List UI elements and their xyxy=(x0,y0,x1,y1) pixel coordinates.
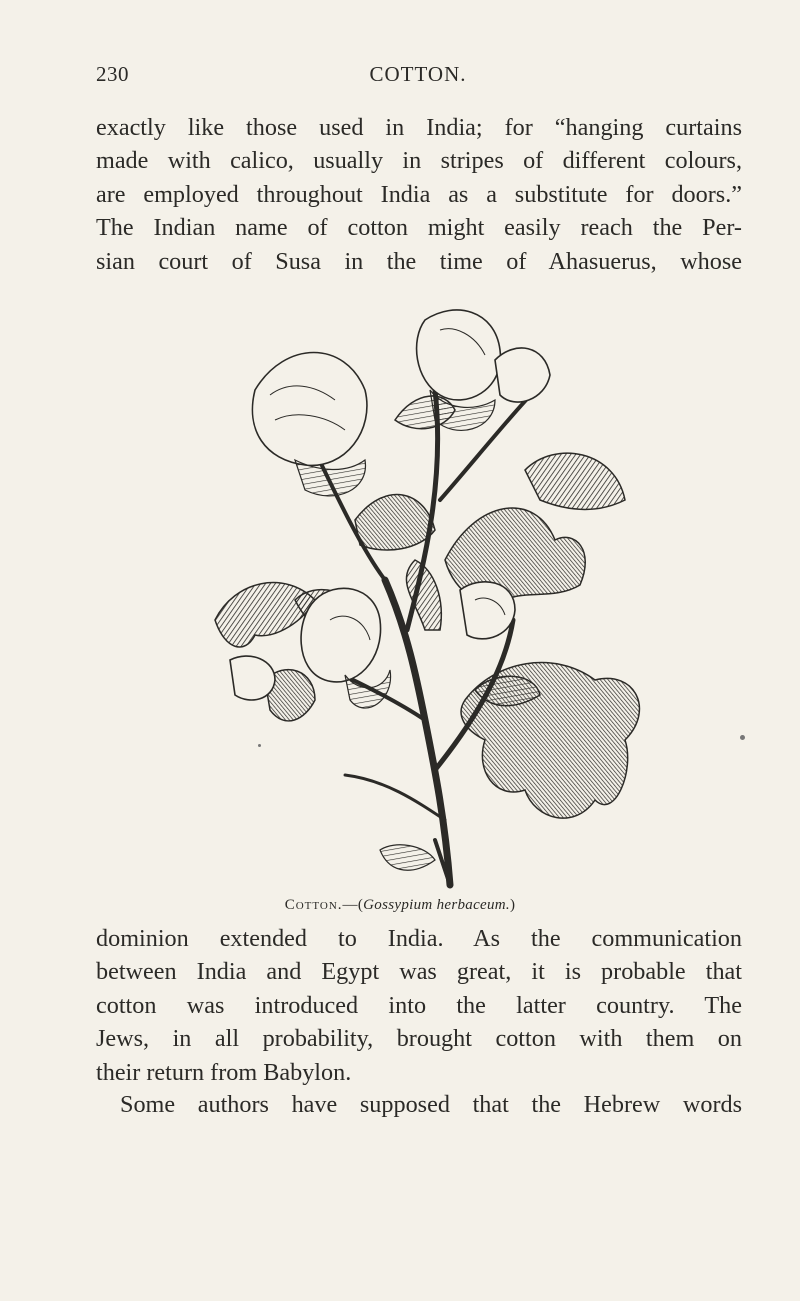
text-line: between India and Egypt was great, it is probable that xyxy=(96,958,742,986)
ink-speck xyxy=(740,735,745,740)
caption-latin-name: Gossypium herbaceum. xyxy=(363,897,510,913)
text-line: are employed throughout India as a substitute for doors.” xyxy=(96,180,742,208)
text-line: made with calico, usually in stripes of different colours, xyxy=(96,147,742,175)
text-line: Jews, in all probability, brought cotton with them on xyxy=(96,1025,742,1053)
text-line: sian court of Susa in the time of Ahasuerus, whose xyxy=(96,247,742,275)
caption-close: ) xyxy=(509,897,516,913)
text-line: cotton was introduced into the latter country. The xyxy=(96,991,742,1019)
paragraph-1 xyxy=(96,111,742,278)
text-line: Some authors have supposed that the Hebrew words xyxy=(120,1091,742,1118)
text-line: dominion extended to India. As the communication xyxy=(96,925,742,952)
running-title: COTTON. xyxy=(369,62,467,86)
caption-dash: —( xyxy=(342,897,364,913)
page-number: 230 xyxy=(96,62,129,86)
page-header xyxy=(96,62,740,88)
paragraph-3 xyxy=(96,1088,742,1121)
figure-caption xyxy=(0,897,800,914)
text-line: The Indian name of cotton might easily reach the Per- xyxy=(96,214,742,242)
ink-speck xyxy=(258,744,261,747)
text-line: exactly like those used in India; for “hanging curtains xyxy=(96,114,742,141)
caption-name: Cotton. xyxy=(284,897,343,913)
cotton-plant-illustration xyxy=(195,300,655,890)
text-line: their return from Babylon. xyxy=(96,1058,352,1086)
paragraph-2 xyxy=(96,922,742,1089)
